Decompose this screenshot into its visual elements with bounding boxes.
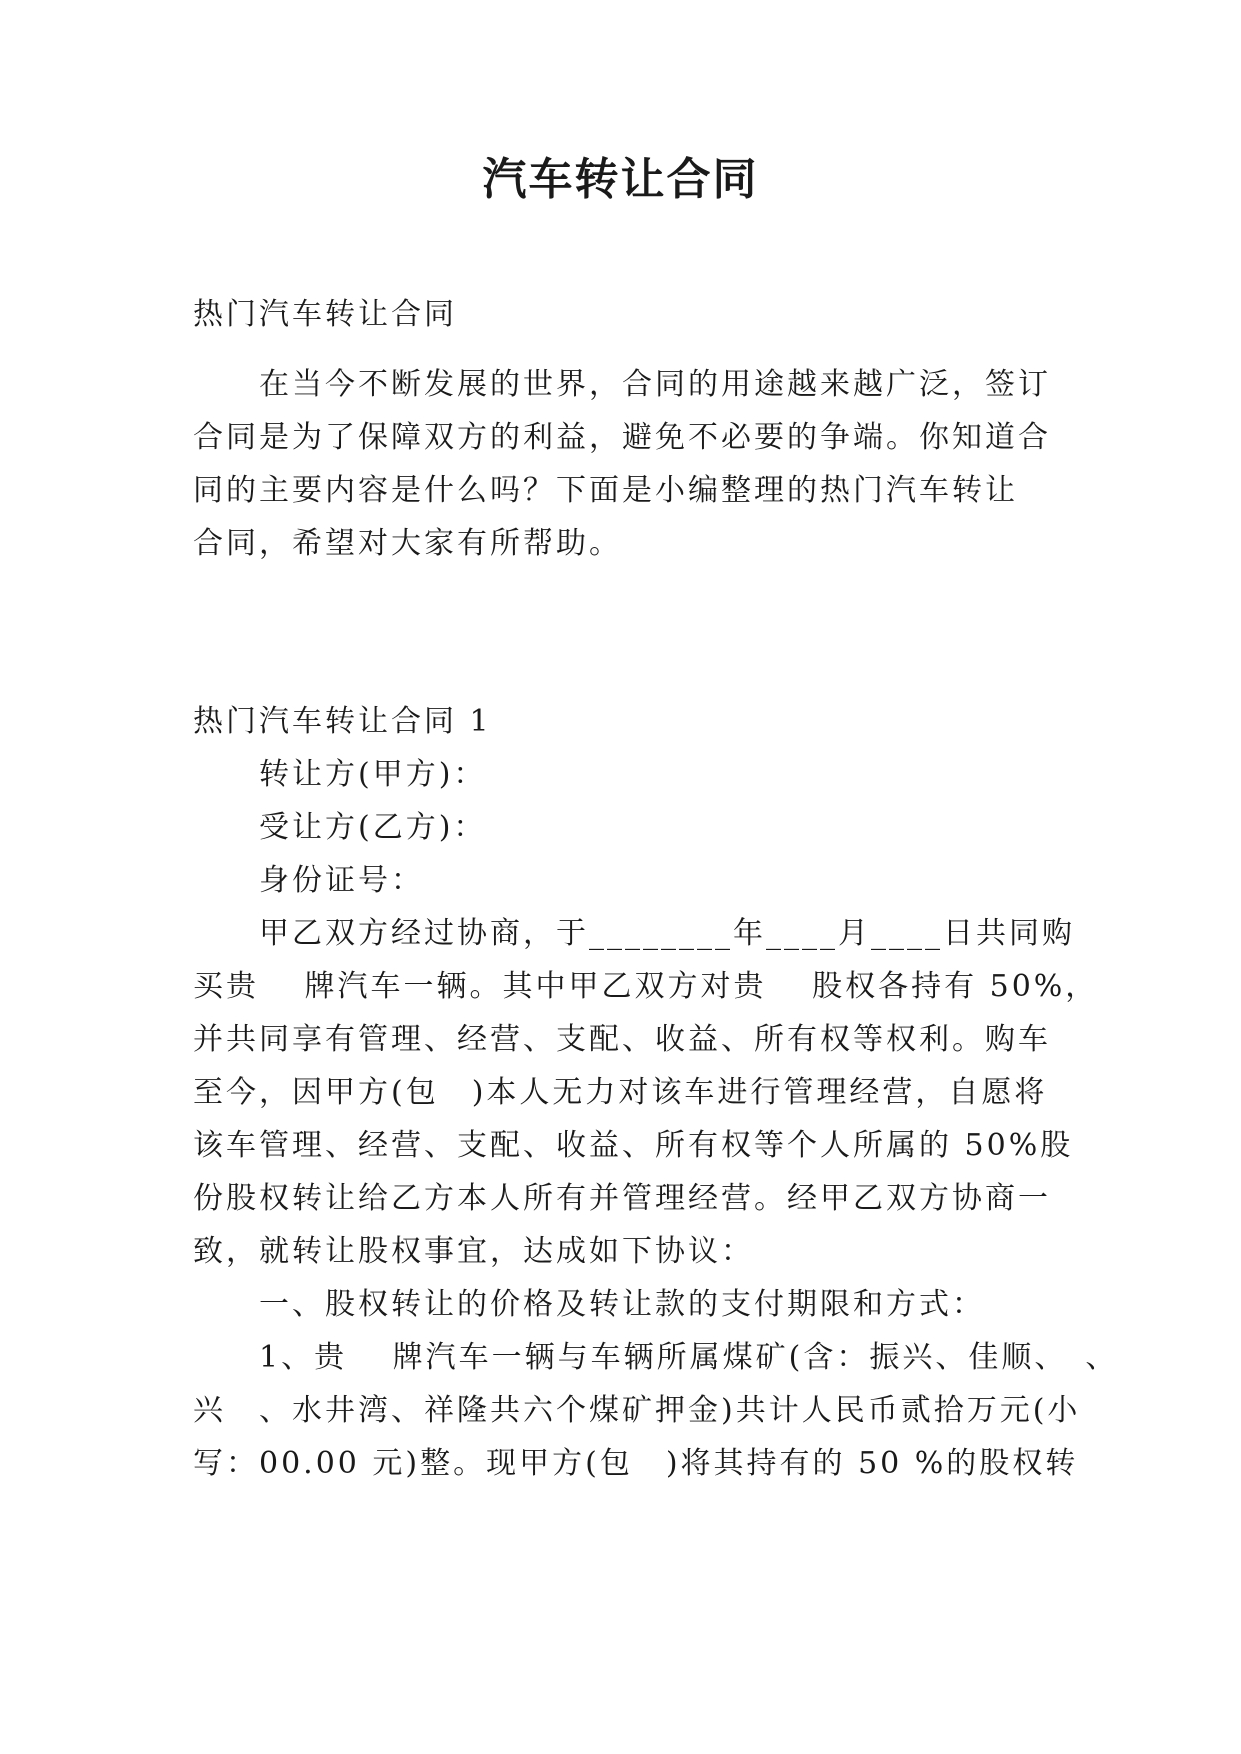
- text-line: 热门汽车转让合同: [193, 297, 457, 332]
- text-line: 合同，希望对大家有所帮助。: [193, 526, 622, 561]
- text-line: 在当今不断发展的世界，合同的用途越来越广泛，签订: [193, 367, 1051, 402]
- text-line: 致，就转让股权事宜，达成如下协议：: [193, 1234, 754, 1269]
- text-line: 该车管理、经营、支配、收益、所有权等个人所属的 50%股: [193, 1128, 1074, 1163]
- text-line: 身份证号：: [193, 863, 424, 898]
- text-line: 买贵 牌汽车一辆。其中甲乙双方对贵 股权各持有 50%，: [193, 969, 1099, 1004]
- text-line: 一、股权转让的价格及转让款的支付期限和方式：: [193, 1287, 985, 1322]
- text-line: 并共同享有管理、经营、支配、收益、所有权等权利。购车: [193, 1022, 1051, 1057]
- section-heading: 热门汽车转让合同 1: [193, 704, 492, 739]
- text-line: 兴 、水井湾、祥隆共六个煤矿押金)共计人民币贰拾万元(小: [193, 1393, 1081, 1428]
- text-line: 写：00.00 元)整。现甲方(包 )将其持有的 50 %的股权转: [193, 1446, 1079, 1481]
- text-line: 份股权转让给乙方本人所有并管理经营。经甲乙双方协商一: [193, 1181, 1051, 1216]
- text-line: 转让方(甲方)：: [193, 757, 487, 792]
- text-line: 合同是为了保障双方的利益，避免不必要的争端。你知道合: [193, 420, 1051, 455]
- text-line: 1、贵 牌汽车一辆与车辆所属煤矿(含：振兴、佳顺、 、: [193, 1340, 1119, 1375]
- text-line: 同的主要内容是什么吗？下面是小编整理的热门汽车转让: [193, 473, 1018, 508]
- text-line: 甲乙双方经过协商，于________年____月____日共同购: [193, 916, 1075, 951]
- document-title: 汽车转让合同: [482, 154, 759, 205]
- text-line: 至今，因甲方(包 )本人无力对该车进行管理经营，自愿将: [193, 1075, 1048, 1110]
- text-line: 受让方(乙方)：: [193, 810, 487, 845]
